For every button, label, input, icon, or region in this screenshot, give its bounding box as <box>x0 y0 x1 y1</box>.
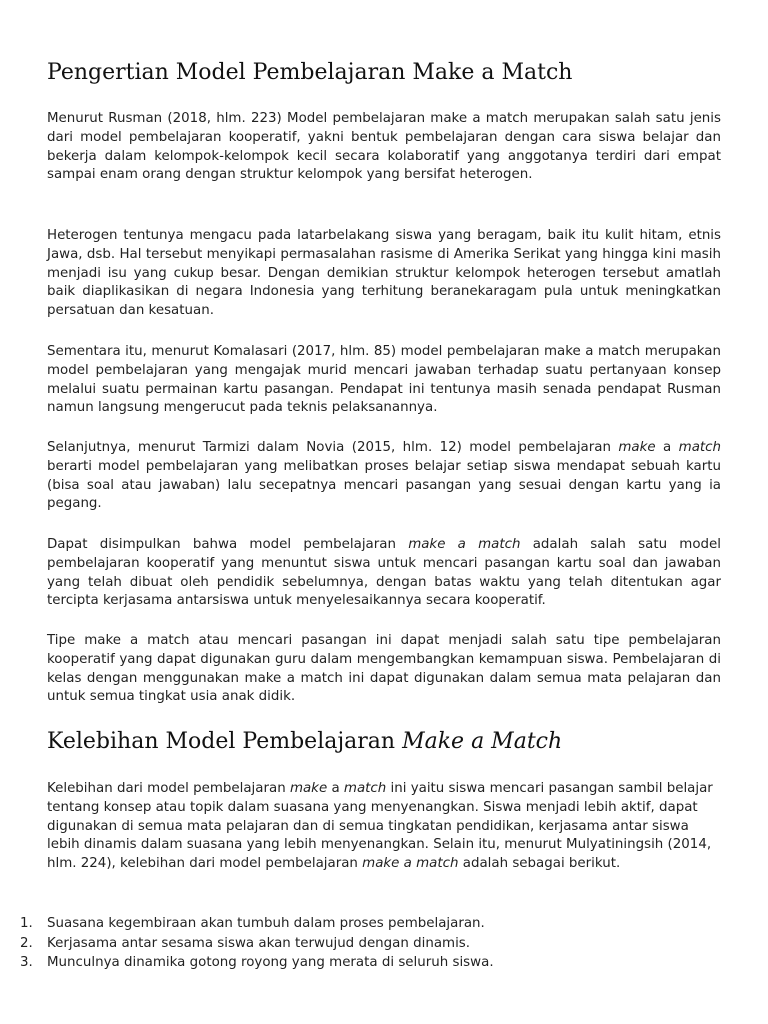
paragraph-kelebihan <box>47 780 721 874</box>
paragraph-text: Menurut Rusman (2018, hlm. 223) Model pembelajaran make a match merupakan salah satu jenis dari model pembelajaran kooperatif, yakni bentuk pembelajaran dengan cara siswa belajar dan bekerja dalam kelompok-kelompok kecil secara kolaboratif yang anggotanya terdiri dari empat sampai enam orang dengan struktur kelompok yang bersifat heterogen. <box>47 111 721 183</box>
italic-term: match <box>343 781 387 796</box>
italic-term: make <box>289 781 328 796</box>
list-item <box>20 934 720 954</box>
list-number: 3. <box>20 955 33 970</box>
paragraph-text: Selanjutnya, menurut Tarmizi dalam Novia (2015, hlm. 12) model pembelajaran <box>47 440 619 455</box>
list-number: 2. <box>20 935 33 951</box>
list-item-text: Suasana kegembiraan akan tumbuh dalam proses pembelajaran. <box>47 916 485 931</box>
paragraph-text: Tipe make a match atau mencari pasangan ini dapat menjadi salah satu tipe pembelajaran kooperatif yang dapat digunakan guru dalam mengembangkan kemampuan siswa. Pembelajaran di kelas dengan menggunakan make a match ini dapat digunakan dalam semua mata pelajaran dan untuk semua tingkat usia anak didik. <box>47 633 721 705</box>
list-item-text: Kerjasama antar sesama siswa akan terwujud dengan dinamis. <box>47 935 471 951</box>
paragraph-2 <box>47 227 721 321</box>
heading-text: Kelebihan Model Pembelajaran <box>47 729 403 754</box>
list-item <box>20 953 720 973</box>
list-number: 1. <box>20 916 33 931</box>
kelebihan-list <box>20 914 720 973</box>
paragraph-text: adalah sebagai berikut. <box>458 856 621 872</box>
paragraph-text: Dapat disimpulkan bahwa model pembelajaran <box>47 537 409 552</box>
list-item <box>20 914 720 934</box>
paragraph-text: Sementara itu, menurut Komalasari (2017, hlm. 85) model pembelajaran make a match merupakan model pembelajaran yang mengajak murid mencari jawaban terhadap suatu pertanyaan konsep melalui suatu permainan kartu pasangan. Pendapat ini tentunya masih senada pendapat Rusman namun langsung mengerucut pada teknis pelaksanannya. <box>47 344 721 416</box>
paragraph-4 <box>47 439 721 514</box>
paragraph-3 <box>47 343 721 418</box>
italic-term: make a match <box>408 537 521 552</box>
section-heading-pengertian: Pengertian Model Pembelajaran Make a Match <box>47 60 573 85</box>
heading-italic-text: Make a Match <box>402 729 563 754</box>
italic-term: make a match <box>362 856 459 872</box>
italic-term: match <box>678 440 722 455</box>
paragraph-text: berarti model pembelajaran yang melibatkan proses belajar setiap siswa mendapat sebuah kartu (bisa soal atau jawaban) lalu secepatnya mencari pasangan yang sesuai dengan kartu yang ia pegang. <box>47 458 721 512</box>
paragraph-5 <box>47 536 721 611</box>
paragraph-text: adalah salah satu model pembelajaran kooperatif yang menuntut siswa untuk mencari pasangan kartu soal dan jawaban yang telah dibuat oleh pendidik sebelumnya, dengan batas waktu yang telah ditentukan agar tercipta kerjasama antarsiswa untuk menyelesaikannya secara kooperatif. <box>47 537 721 609</box>
paragraph-1 <box>47 110 721 185</box>
paragraph-text: Heterogen tentunya mengacu pada latarbelakang siswa yang beragam, baik itu kulit hitam, etnis Jawa, dsb. Hal tersebut menyikapi permasalahan rasisme di Amerika Serikat yang hingga kini masih menjadi isu yang cukup besar. Dengan demikian struktur kelompok heterogen tersebut amatlah baik diaplikasikan di negara Indonesia yang terhitung beranekaragam pula untuk meningkatkan persatuan dan kesatuan. <box>47 228 721 319</box>
paragraph-text: a <box>327 781 344 796</box>
paragraph-text: Kelebihan dari model pembelajaran <box>47 781 290 796</box>
paragraph-6 <box>47 632 721 707</box>
paragraph-text: a <box>655 440 679 455</box>
italic-term: make <box>618 440 656 455</box>
paragraph-text: ini yaitu siswa mencari pasangan sambil belajar tentang konsep atau topik dalam suasana yang menyenangkan. Siswa menjadi lebih aktif, dapat digunakan di semua mata pelajaran dan di semua tingkatan pendidikan, kerjasama antar siswa lebih dinamis dalam suasana yang lebih menyenangkan. Selain itu, menurut Mulyatiningsih (2014, hlm. 224), kelebihan dari model pembelajaran <box>47 781 713 872</box>
list-item-text: Munculnya dinamika gotong royong yang merata di seluruh siswa. <box>47 955 494 970</box>
section-heading-kelebihan <box>47 729 562 754</box>
